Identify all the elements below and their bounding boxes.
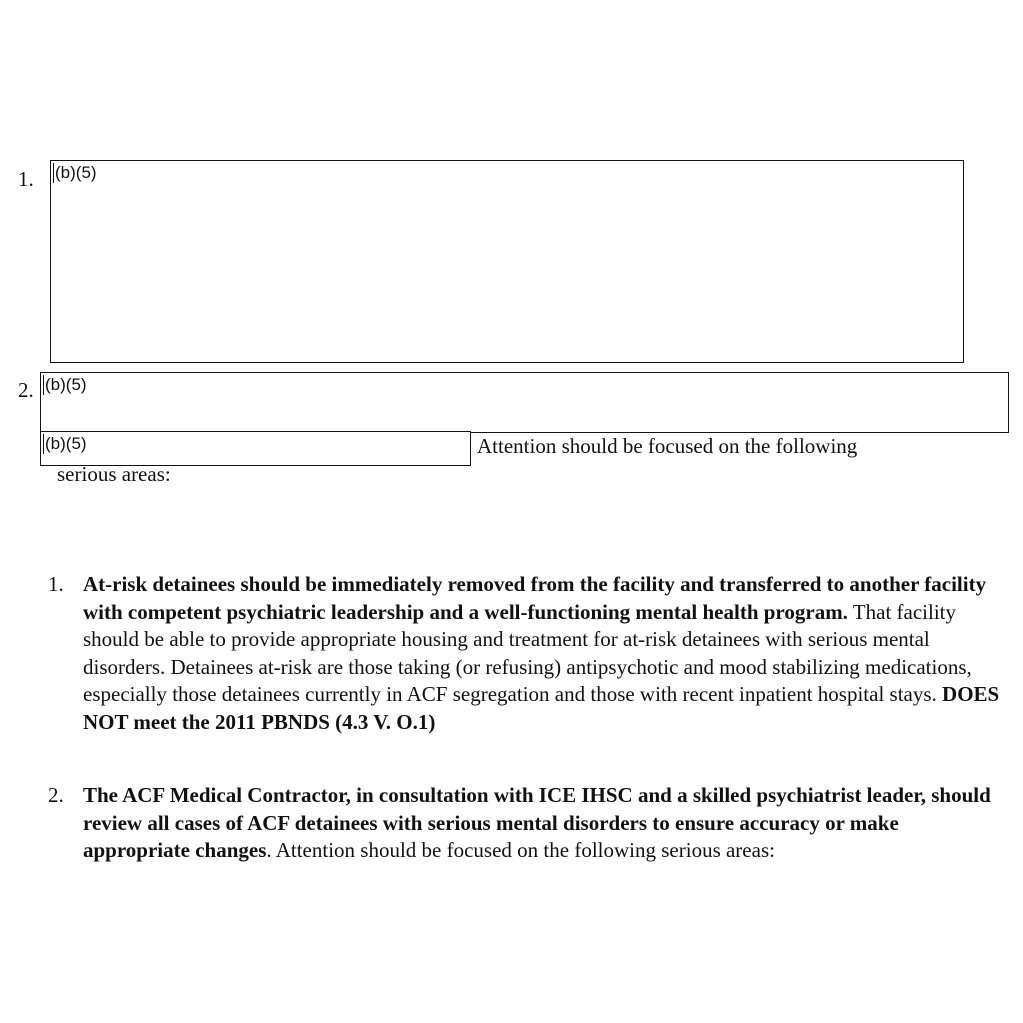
redaction-tag: (b)(5) xyxy=(45,375,87,394)
recommendation-text xyxy=(83,571,1008,736)
recommendation-lead: The ACF Medical Contractor, in consultation with ICE IHSC and a skilled psychiatrist leader, should review all cases of ACF detainees with serious mental disorders to ensure accuracy or make appropriate changes xyxy=(83,783,991,862)
recommendation-text xyxy=(83,782,1008,865)
recommendation-body: . Attention should be focused on the following serious areas: xyxy=(266,838,775,862)
attention-text: Attention should be focused on the following xyxy=(477,434,858,458)
redaction-tag: (b)(5) xyxy=(55,163,97,182)
serious-areas-text: serious areas: xyxy=(57,462,171,486)
item-2-number: 2. xyxy=(18,378,34,402)
redaction-box-1 xyxy=(50,160,964,363)
item-1-number: 1. xyxy=(18,167,34,191)
recommendation-item-2 xyxy=(48,782,1008,902)
recommendation-item-1 xyxy=(48,571,1008,771)
list-number: 1. xyxy=(48,572,64,596)
recommendation-body: That facility should be able to provide appropriate housing and treatment for at-risk detainees with serious mental disorders. Detainees at-risk are those taking (or refusing) antipsychotic and mood stabilizing medications, especially those detainees currently in ACF segregation and those with recent inpatient hospital stays. xyxy=(83,599,972,706)
recommendation-compliance: DOES NOT meet the 2011 PBNDS (4.3 V. O.1) xyxy=(83,682,1000,734)
recommendation-lead: At-risk detainees should be immediately removed from the facility and transferred to another facility with competent psychiatric leadership and a well-functioning mental health program. xyxy=(83,572,987,624)
redaction-tag: (b)(5) xyxy=(45,434,87,453)
redaction-box-2 xyxy=(40,372,1009,433)
list-number: 2. xyxy=(48,783,64,807)
